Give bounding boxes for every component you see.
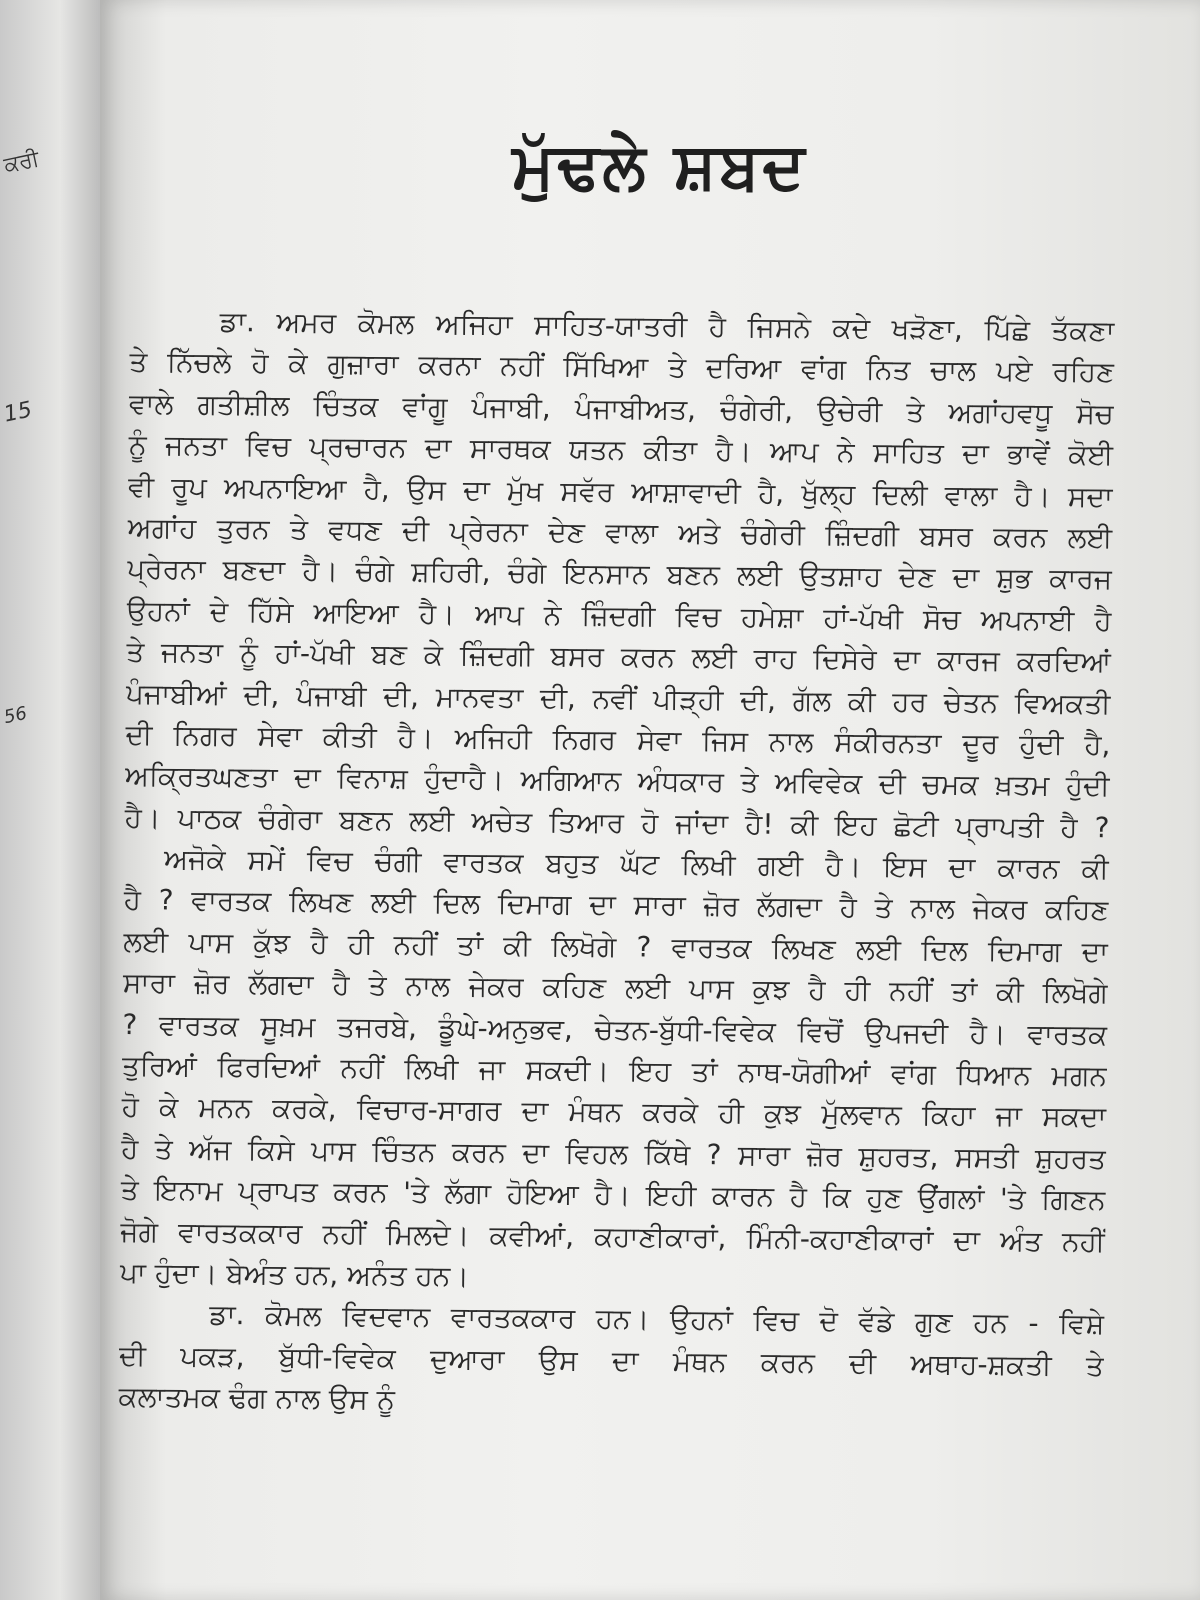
chapter-title: ਮੁੱਢਲੇ ਸ਼ਬਦ xyxy=(512,130,808,204)
text-line-content: ਡਾ. ਅਮਰ ਕੋਮਲ ਅਜਿਹਾ ਸਾਹਿਤ-ਯਾਤਰੀ ਹੈ ਜਿਸਨੇ ਕਦੇ ਖੜੋਣਾ, ਪਿੱਛੇ ਤੱਕਣਾ xyxy=(219,304,1115,348)
text-line-content: ਨੂੰ ਜਨਤਾ ਵਿਚ ਪ੍ਰਚਾਰਨ ਦਾ ਸਾਰਥਕ ਯਤਨ ਕੀਤਾ ਹੈ। ਆਪ ਨੇ ਸਾਹਿਤ ਦਾ ਭਾਵੇਂ ਕੋਈ xyxy=(128,428,1114,472)
text-line-content: ਅਕ੍ਰਿਤਘਣਤਾ ਦਾ ਵਿਨਾਸ਼ ਹੁੰਦਾਹੈ। ਅਗਿਆਨ ਅੰਧਕਾਰ ਤੇ ਅਵਿਵੇਕ ਦੀ ਚਮਕ ਖ਼ਤਮ ਹੁੰਦੀ xyxy=(124,759,1111,803)
text-line-content: ਲਈ ਪਾਸ ਕੁੱਝ ਹੈ ਹੀ ਨਹੀਂ ਤਾਂ ਕੀ ਲਿਖੋਗੇ ? ਵਾਰਤਕ ਲਿਖਣ ਲਈ ਦਿਲ ਦਿਮਾਗ ਦਾ xyxy=(123,924,1109,969)
left-page-fragment: ਕਰੀ xyxy=(1,146,42,179)
book-page xyxy=(100,0,1200,1600)
text-line-content: ਜੋਗੇ ਵਾਰਤਕਕਾਰ ਨਹੀਂ ਮਿਲਦੇ। ਕਵੀਆਂ, ਕਹਾਣੀਕਾਰਾਂ, ਮਿੰਨੀ-ਕਹਾਣੀਕਾਰਾਂ ਦਾ ਅੰਤ ਨਹੀਂ xyxy=(120,1214,1106,1258)
text-line-content: ਤੇ ਇਨਾਮ ਪ੍ਰਾਪਤ ਕਰਨ 'ਤੇ ਲੱਗਾ ਹੋਇਆ ਹੈ। ਇਹੀ ਕਾਰਨ ਹੈ ਕਿ ਹੁਣ ਉਂਗਲਾਂ 'ਤੇ ਗਿਣਨ xyxy=(120,1173,1106,1217)
text-line-content: ਡਾ. ਕੋਮਲ ਵਿਦਵਾਨ ਵਾਰਤਕਕਾਰ ਹਨ। ਉਹਨਾਂ ਵਿਚ ਦੋ ਵੱਡੇ ਗੁਣ ਹਨ - ਵਿਸ਼ੇ xyxy=(209,1298,1105,1341)
text-line-content: ਅਗਾਂਹ ਤੁਰਨ ਤੇ ਵਧਣ ਦੀ ਪ੍ਰੇਰਨਾ ਦੇਣ ਵਾਲਾ ਅਤੇ ਚੰਗੇਰੀ ਜ਼ਿੰਦਗੀ ਬਸਰ ਕਰਨ ਲਈ xyxy=(127,510,1113,555)
text-line-content: ਉਹਨਾਂ ਦੇ ਹਿੱਸੇ ਆਇਆ ਹੈ। ਆਪ ਨੇ ਜ਼ਿੰਦਗੀ ਵਿਚ ਹਮੇਸ਼ਾ ਹਾਂ-ਪੱਖੀ ਸੋਚ ਅਪਨਾਈ ਹੈ xyxy=(126,593,1112,638)
left-page-number: 56 xyxy=(2,702,29,729)
text-line-content: ਕਲਾਤਮਕ ਢੰਗ ਨਾਲ ਉਸ ਨੂੰ xyxy=(118,1380,396,1416)
left-page-number: 15 xyxy=(1,397,35,428)
text-line-content: ਤੇ ਜਨਤਾ ਨੂੰ ਹਾਂ-ਪੱਖੀ ਬਣ ਕੇ ਜ਼ਿੰਦਗੀ ਬਸਰ ਕਰਨ ਲਈ ਰਾਹ ਦਿਸੇਰੇ ਦਾ ਕਾਰਜ ਕਰਦਿਆਂ xyxy=(126,635,1112,679)
text-line-content: ਸਾਰਾ ਜ਼ੋਰ ਲੱਗਦਾ ਹੈ ਤੇ ਨਾਲ ਜੇਕਰ ਕਹਿਣ ਲਈ ਪਾਸ ਕੁਝ ਹੈ ਹੀ ਨਹੀਂ ਤਾਂ ਕੀ ਲਿਖੋਗੇ xyxy=(122,966,1108,1010)
text-line-content: ਹੈ ? ਵਾਰਤਕ ਲਿਖਣ ਲਈ ਦਿਲ ਦਿਮਾਗ ਦਾ ਸਾਰਾ ਜ਼ੋਰ ਲੱਗਦਾ ਹੈ ਤੇ ਨਾਲ ਜੇਕਰ ਕਹਿਣ xyxy=(123,883,1109,927)
text-line-content: ਪ੍ਰੇਰਨਾ ਬਣਦਾ ਹੈ। ਚੰਗੇ ਸ਼ਹਿਰੀ, ਚੰਗੇ ਇਨਸਾਨ ਬਣਨ ਲਈ ਉਤਸ਼ਾਹ ਦੇਣ ਦਾ ਸ਼ੁਭ ਕਾਰਜ xyxy=(127,552,1113,596)
left-facing-page xyxy=(0,0,100,1600)
text-line-content: ਦੀ ਪਕੜ, ਬੁੱਧੀ-ਵਿਵੇਕ ਦੁਆਰਾ ਉਸ ਦਾ ਮੰਥਨ ਕਰਨ ਦੀ ਅਥਾਹ-ਸ਼ਕਤੀ ਤੇ xyxy=(118,1338,1105,1383)
text-line-content: ਵੀ ਰੂਪ ਅਪਨਾਇਆ ਹੈ, ਉਸ ਦਾ ਮੁੱਖ ਸਵੱਰ ਆਸ਼ਾਵਾਦੀ ਹੈ, ਖੁੱਲ੍ਹ ਦਿਲੀ ਵਾਲਾ ਹੈ। ਸਦਾ xyxy=(127,469,1114,513)
text-line-content: ਪਾ ਹੁੰਦਾ। ਬੇਅੰਤ ਹਨ, ਅਨੰਤ ਹਨ। xyxy=(119,1255,470,1293)
text-line-content: ਹੋ ਕੇ ਮਨਨ ਕਰਕੇ, ਵਿਚਾਰ-ਸਾਗਰ ਦਾ ਮੰਥਨ ਕਰਕੇ ਹੀ ਕੁਝ ਮੁੱਲਵਾਨ ਕਿਹਾ ਜਾ ਸਕਦਾ xyxy=(121,1090,1107,1134)
body-text xyxy=(118,300,1115,1428)
text-line-content: ਤੁਰਿਆਂ ਫਿਰਦਿਆਂ ਨਹੀਂ ਲਿਖੀ ਜਾ ਸਕਦੀ। ਇਹ ਤਾਂ ਨਾਥ-ਯੋਗੀਆਂ ਵਾਂਗ ਧਿਆਨ ਮਗਨ xyxy=(121,1048,1108,1093)
text-line-content: ਦੀ ਨਿਗਰ ਸੇਵਾ ਕੀਤੀ ਹੈ। ਅਜਿਹੀ ਨਿਗਰ ਸੇਵਾ ਜਿਸ ਨਾਲ ਸੰਕੀਰਨਤਾ ਦੂਰ ਹੁੰਦੀ ਹੈ, xyxy=(125,717,1111,762)
text-line-content: ਪੰਜਾਬੀਆਂ ਦੀ, ਪੰਜਾਬੀ ਦੀ, ਮਾਨਵਤਾ ਦੀ, ਨਵੀਂ ਪੀੜ੍ਹੀ ਦੀ, ਗੱਲ ਕੀ ਹਰ ਚੇਤਨ ਵਿਅਕਤੀ xyxy=(125,676,1112,720)
text-line-content: ਹੈ। ਪਾਠਕ ਚੰਗੇਰਾ ਬਣਨ ਲਈ ਅਚੇਤ ਤਿਆਰ ਹੋ ਜਾਂਦਾ ਹੈ! ਕੀ ਇਹ ਛੋਟੀ ਪ੍ਰਾਪਤੀ ਹੈ ? xyxy=(124,800,1110,844)
text-line-content: ਤੇ ਨਿੱਚਲੇ ਹੋ ਕੇ ਗੁਜ਼ਾਰਾ ਕਰਨਾ ਨਹੀਂ ਸਿੱਖਿਆ ਤੇ ਦਰਿਆ ਵਾਂਗ ਨਿਤ ਚਾਲ ਪਏ ਰਹਿਣ xyxy=(129,345,1115,389)
text-line-content: ਹੈ ਤੇ ਅੱਜ ਕਿਸੇ ਪਾਸ ਚਿੰਤਨ ਕਰਨ ਦਾ ਵਿਹਲ ਕਿੱਥੇ ? ਸਾਰਾ ਜ਼ੋਰ ਸ਼ੁਹਰਤ, ਸਸਤੀ ਸ਼ੁਹਰਤ xyxy=(120,1131,1107,1176)
text-line-content: ਅਜੋਕੇ ਸਮੇਂ ਵਿਚ ਚੰਗੀ ਵਾਰਤਕ ਬਹੁਤ ਘੱਟ ਲਿਖੀ ਗਈ ਹੈ। ਇਸ ਦਾ ਕਾਰਨ ਕੀ xyxy=(163,842,1110,886)
text-line-content: ਵਾਲੇ ਗਤੀਸ਼ੀਲ ਚਿੰਤਕ ਵਾਂਗੂ ਪੰਜਾਬੀ, ਪੰਜਾਬੀਅਤ, ਚੰਗੇਰੀ, ਉਚੇਰੀ ਤੇ ਅਗਾਂਹਵਧੂ ਸੋਚ xyxy=(128,386,1115,431)
text-line-content: ? ਵਾਰਤਕ ਸੂਖ਼ਮ ਤਜਰਬੇ, ਡੂੰਘੇ-ਅਨੁਭਵ, ਚੇਤਨ-ਬੁੱਧੀ-ਵਿਵੇਕ ਵਿਚੋਂ ਉਪਜਦੀ ਹੈ। ਵਾਰਤਕ xyxy=(122,1007,1108,1051)
